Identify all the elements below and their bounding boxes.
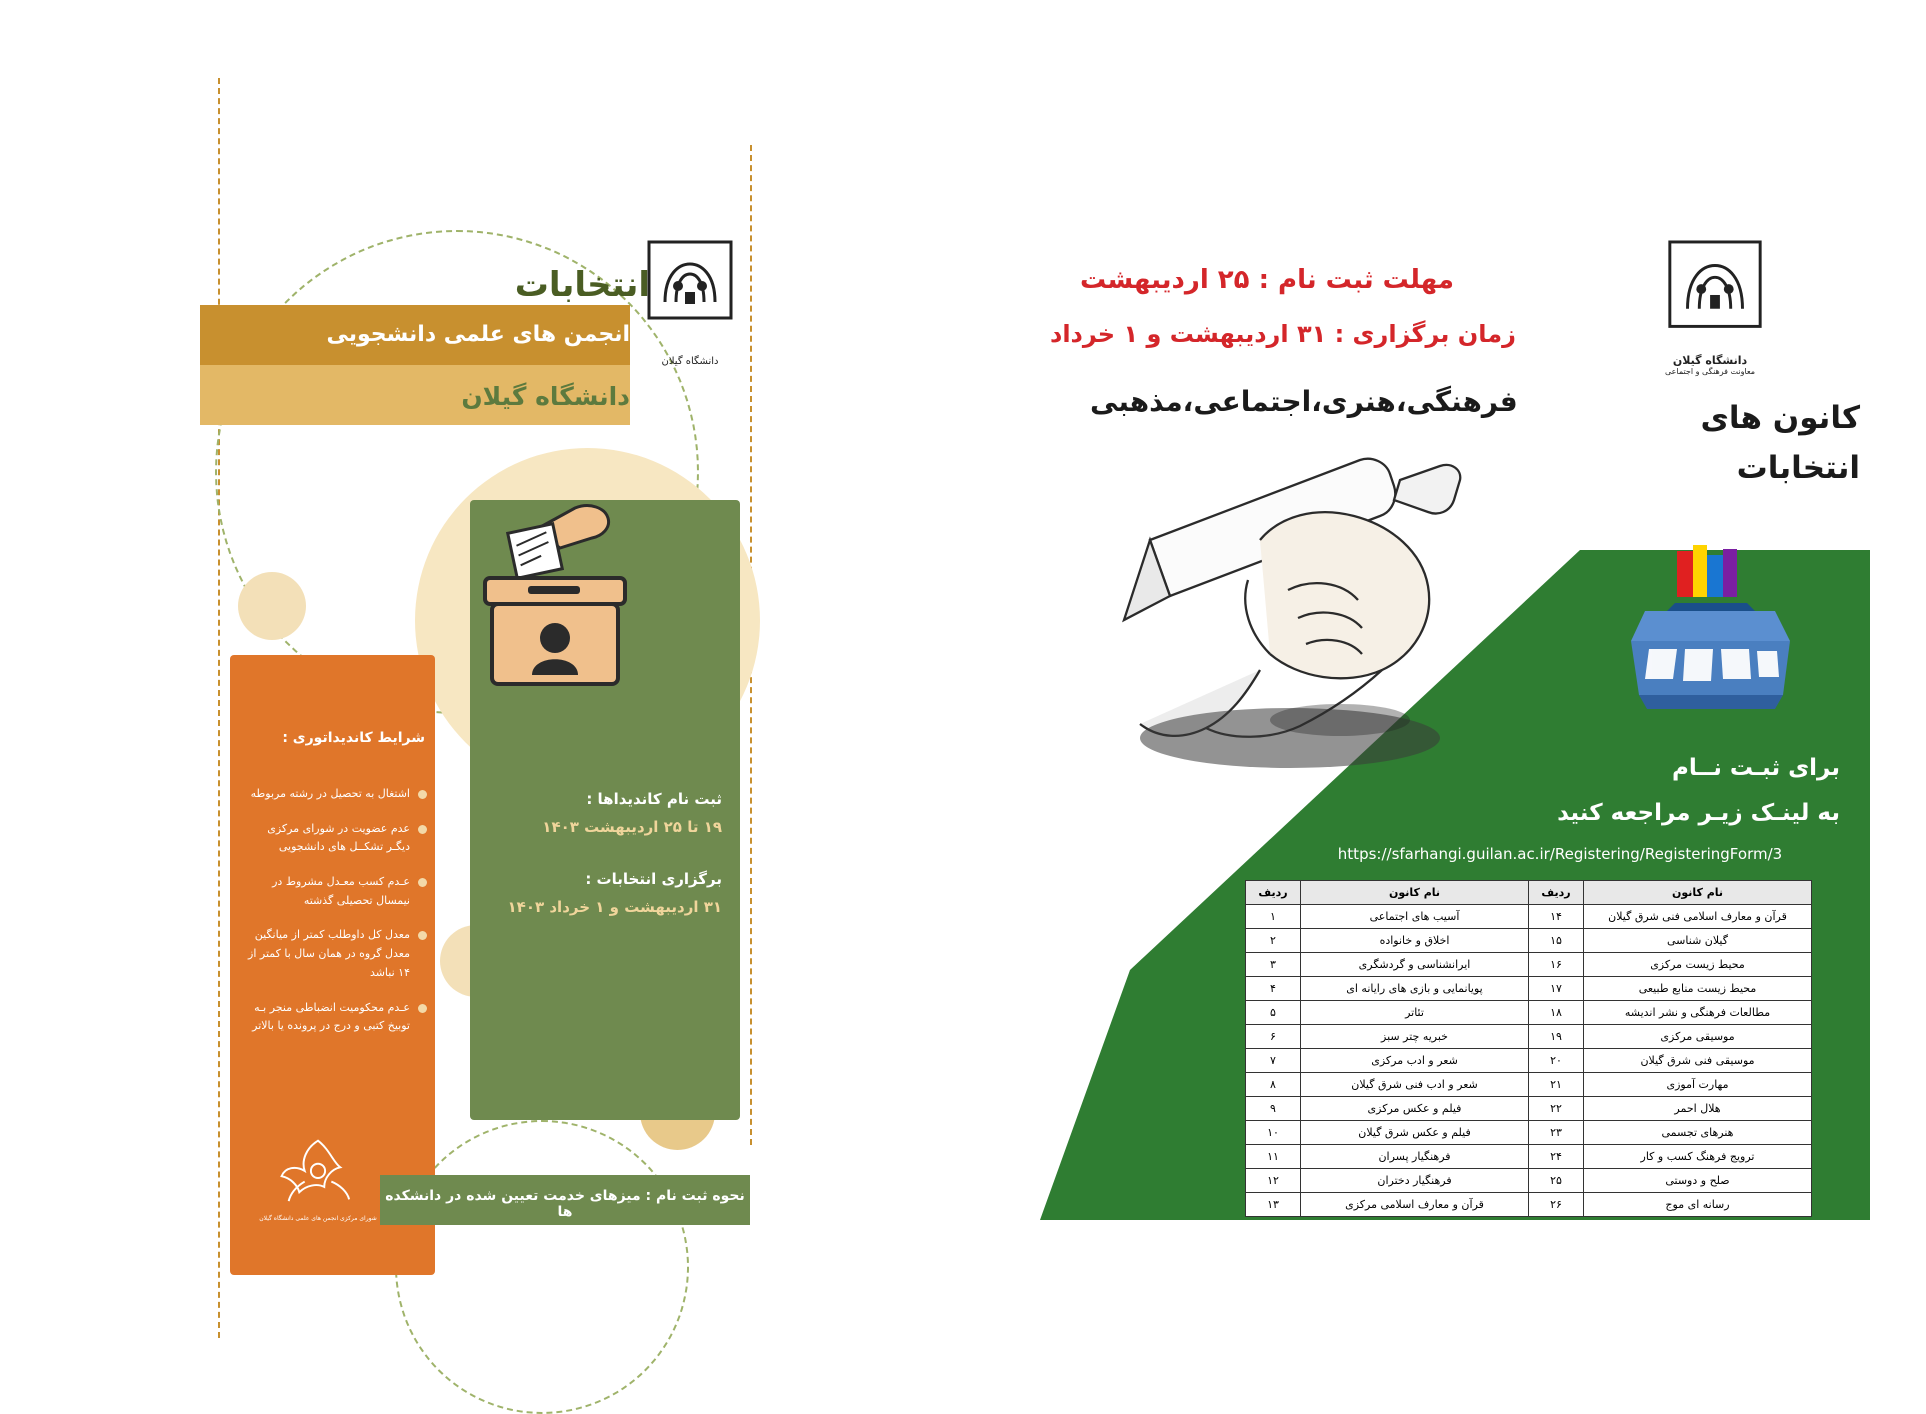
kanoon-name: خبریه چتر سبز [1301, 1025, 1529, 1049]
row-number: ۲ [1246, 929, 1301, 953]
row-number: ۸ [1246, 1073, 1301, 1097]
title-sub-associations: انجمن های علمی دانشجویی [326, 322, 630, 347]
header-num-2: ردیف [1529, 881, 1584, 905]
registration-link[interactable]: https://sfarhangi.guilan.ac.ir/Registering/RegisteringForm/3 [1337, 845, 1783, 863]
hand-with-pen-illustration [1110, 420, 1570, 790]
green-panel-text [490, 790, 722, 950]
row-number: ۱۷ [1529, 977, 1584, 1001]
kanoon-table [1245, 880, 1812, 1217]
table-row [1246, 1073, 1812, 1097]
decorative-dashed-line-left [218, 78, 220, 1338]
condition-text: عدم عضویت در شورای مرکزی دیگـر تشکــل های دانشجویی [267, 821, 410, 854]
table-row [1246, 1025, 1812, 1049]
kanoon-name: شعر و ادب مرکزی [1301, 1049, 1529, 1073]
row-number: ۷ [1246, 1049, 1301, 1073]
kanoon-name: موسیقی فنی شرق گیلان [1584, 1049, 1812, 1073]
table-body [1246, 905, 1812, 1217]
bullet-icon [418, 790, 427, 799]
condition-text: عـدم محکومیت انضباطی منجر بـه توبیخ کتبی و درج در پرونده یا بالاتر [252, 1000, 410, 1033]
university-logo-left [645, 240, 735, 367]
row-number: ۶ [1246, 1025, 1301, 1049]
bullet-icon [418, 931, 427, 940]
cta-line2: به لینـک زیـر مراجعه کنید [1557, 800, 1840, 826]
table-row [1246, 1145, 1812, 1169]
kanoon-name: هلال احمر [1584, 1097, 1812, 1121]
kanoon-name: قرآن و معارف اسلامی فنی شرق گیلان [1584, 905, 1812, 929]
row-number: ۱۲ [1246, 1169, 1301, 1193]
kanoon-name: هنرهای تجسمی [1584, 1121, 1812, 1145]
kanoon-name: اخلاق و خانواده [1301, 929, 1529, 953]
table-row [1246, 1121, 1812, 1145]
association-seal [258, 1130, 378, 1223]
row-number: ۱۳ [1246, 1193, 1301, 1217]
list-item [242, 873, 427, 910]
kanoon-table-wrapper [1245, 880, 1812, 1217]
condition-text: اشتغال به تحصیل در رشته مربوطه [250, 787, 410, 800]
row-number: ۴ [1246, 977, 1301, 1001]
table-row [1246, 929, 1812, 953]
row-number: ۱۰ [1246, 1121, 1301, 1145]
row-number: ۹ [1246, 1097, 1301, 1121]
candidacy-heading: شرایط کاندیداتوری : [282, 730, 425, 746]
ballot-box-icon [1615, 545, 1805, 725]
kanoon-name: رسانه ای موج [1584, 1193, 1812, 1217]
table-header-row [1246, 881, 1812, 905]
kanoon-name: گیلان شناسی [1584, 929, 1812, 953]
election-date: ۳۱ اردیبهشت و ۱ خرداد ۱۴۰۳ [507, 898, 722, 916]
header-name-1: نام کانون [1301, 881, 1529, 905]
kanoon-name: فیلم و عکس مرکزی [1301, 1097, 1529, 1121]
kanoon-name: ایرانشناسی و گردشگری [1301, 953, 1529, 977]
table-row [1246, 1169, 1812, 1193]
table-row [1246, 953, 1812, 977]
table-row [1246, 1193, 1812, 1217]
footer-text: نحوه ثبت نام : میزهای خدمت تعیین شده در دانشکده ها [385, 1188, 745, 1220]
list-item [242, 926, 427, 982]
bullet-icon [418, 825, 427, 834]
table-row [1246, 1049, 1812, 1073]
list-item [242, 820, 427, 857]
kanoon-name: فیلم و عکس شرق گیلان [1301, 1121, 1529, 1145]
kanoon-name: فرهنگیار دختران [1301, 1169, 1529, 1193]
row-number: ۲۰ [1529, 1049, 1584, 1073]
conditions-list [242, 785, 427, 1052]
row-number: ۱۹ [1529, 1025, 1584, 1049]
table-row [1246, 1001, 1812, 1025]
row-number: ۳ [1246, 953, 1301, 977]
row-number: ۱۵ [1529, 929, 1584, 953]
kanoon-name: شعر و ادب فنی شرق گیلان [1301, 1073, 1529, 1097]
decorative-circle-bottom [395, 1120, 689, 1414]
header-name-2: نام کانون [1584, 881, 1812, 905]
title-sub-university: دانشگاه گیلان [461, 382, 630, 411]
ballot-box-illustration [440, 470, 670, 700]
row-number: ۲۱ [1529, 1073, 1584, 1097]
list-item [242, 999, 427, 1036]
table-row [1246, 905, 1812, 929]
row-number: ۱۶ [1529, 953, 1584, 977]
kanoon-name: مهارت آموزی [1584, 1073, 1812, 1097]
kanoon-name: ترویج فرهنگ کسب و کار [1584, 1145, 1812, 1169]
row-number: ۲۳ [1529, 1121, 1584, 1145]
register-label: ثبت نام کاندیداها : [586, 790, 722, 808]
list-item [242, 785, 427, 804]
university-logo-right [1655, 240, 1765, 376]
register-date: ۱۹ تا ۲۵ اردیبهشت ۱۴۰۳ [542, 818, 722, 836]
kanoon-name: پویانمایی و بازی های رایانه ای [1301, 977, 1529, 1001]
bullet-icon [418, 1004, 427, 1013]
kanoon-name: مطالعات فرهنگی و نشر اندیشه [1584, 1001, 1812, 1025]
kanoon-name: صلح و دوستی [1584, 1169, 1812, 1193]
kanoon-name: آسیب های اجتماعی [1301, 905, 1529, 929]
row-number: ۱۸ [1529, 1001, 1584, 1025]
bullet-icon [418, 878, 427, 887]
kanoon-name: فرهنگیار پسران [1301, 1145, 1529, 1169]
table-row [1246, 977, 1812, 1001]
logo-caption-left: دانشگاه گیلان [661, 356, 719, 367]
event-time-text: زمان برگزاری : ۳۱ اردیبهشت و ۱ خرداد [1050, 320, 1516, 348]
row-number: ۱۱ [1246, 1145, 1301, 1169]
decorative-dot-1 [238, 572, 306, 640]
kanoon-name: محیط زیست مرکزی [1584, 953, 1812, 977]
poster-title-line2: انتخابات [1736, 450, 1860, 486]
row-number: ۲۴ [1529, 1145, 1584, 1169]
kanoon-name: موسیقی مرکزی [1584, 1025, 1812, 1049]
title-elections: انتخابات [514, 265, 650, 305]
poster-title-line1: کانون های [1700, 400, 1860, 436]
header-num-1: ردیف [1246, 881, 1301, 905]
row-number: ۲۲ [1529, 1097, 1584, 1121]
condition-text: معدل کل داوطلب کمتر از میانگین معدل گروه در همان سال با کمتر از ۱۴ نباشد [248, 928, 410, 979]
logo-line2: معاونت فرهنگی و اجتماعی [1664, 367, 1756, 376]
row-number: ۵ [1246, 1001, 1301, 1025]
row-number: ۲۶ [1529, 1193, 1584, 1217]
row-number: ۱ [1246, 905, 1301, 929]
election-label: برگزاری انتخابات : [585, 870, 722, 888]
row-number: ۲۵ [1529, 1169, 1584, 1193]
cta-line1: برای ثبـت نــام [1671, 755, 1840, 781]
kanoon-name: قرآن و معارف اسلامی مرکزی [1301, 1193, 1529, 1217]
table-row [1246, 1097, 1812, 1121]
condition-text: عـدم کسب معـدل مشروط در نیمسال تحصیلی گذشته [272, 875, 410, 907]
seal-caption: شورای مرکزی انجمن های علمی دانشگاه گیلان [259, 1215, 377, 1222]
row-number: ۱۴ [1529, 905, 1584, 929]
deadline-text: مهلت ثبت نام : ۲۵ اردیبهشت [1080, 265, 1455, 295]
kanoon-name: تئاتر [1301, 1001, 1529, 1025]
kanoon-name: محیط زیست منابع طبیعی [1584, 977, 1812, 1001]
logo-line1: دانشگاه گیلان [1672, 354, 1748, 367]
categories-text: فرهنگی،هنری،اجتماعی،مذهبی [1090, 385, 1518, 418]
